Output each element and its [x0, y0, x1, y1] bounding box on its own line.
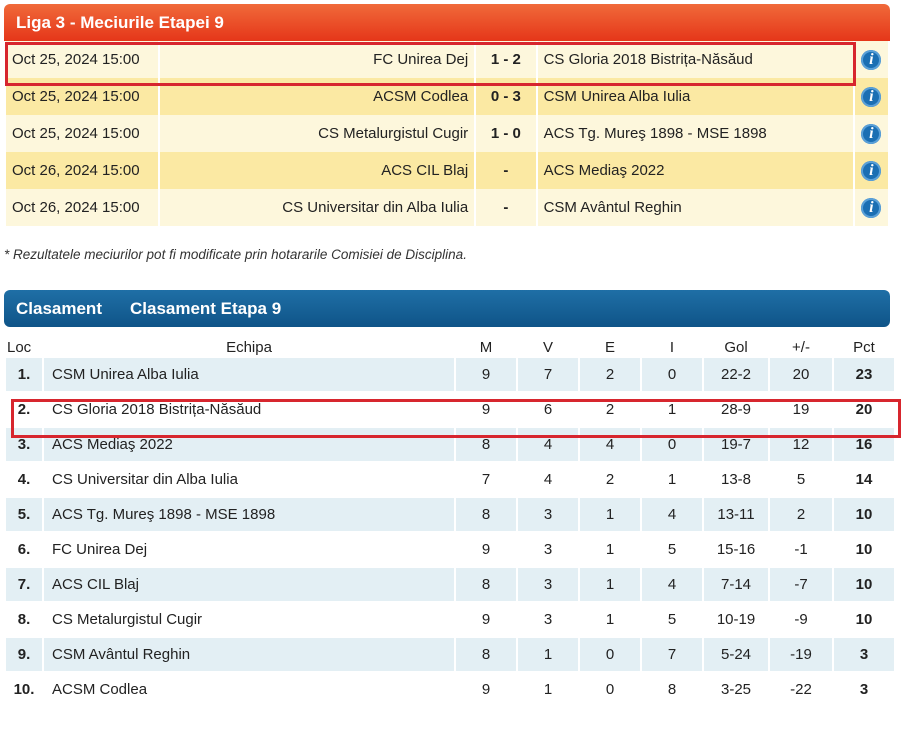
standings-loc: 10. [6, 673, 42, 708]
standings-i: 0 [642, 358, 702, 393]
standings-row [6, 393, 894, 428]
standings-v: 4 [518, 428, 578, 463]
standings-team: CSM Unirea Alba Iulia [44, 358, 454, 393]
standings-row [6, 428, 894, 463]
standings-e: 2 [580, 358, 640, 393]
match-date: Oct 26, 2024 15:00 [6, 152, 158, 189]
match-away-team: ACS Mediaş 2022 [538, 152, 853, 189]
standings-loc: 9. [6, 638, 42, 673]
match-info-cell [855, 41, 888, 78]
match-date: Oct 25, 2024 15:00 [6, 78, 158, 115]
match-score: 1 - 2 [476, 41, 535, 78]
match-info-cell [855, 189, 888, 226]
matches-title: Liga 3 - Meciurile Etapei 9 [16, 12, 224, 32]
standings-e: 1 [580, 533, 640, 568]
standings-i: 1 [642, 463, 702, 498]
match-info-cell [855, 152, 888, 189]
standings-pct: 20 [834, 393, 894, 428]
match-home-team: ACS CIL Blaj [160, 152, 474, 189]
standings-pct: 14 [834, 463, 894, 498]
standings-row [6, 533, 894, 568]
standings-diff: -1 [770, 533, 832, 568]
standings-diff: 20 [770, 358, 832, 393]
matches-header [4, 4, 890, 41]
standings-team: CS Metalurgistul Cugir [44, 603, 454, 638]
standings-i: 4 [642, 498, 702, 533]
standings-header [4, 290, 890, 327]
standings-pct: 10 [834, 568, 894, 603]
standings-loc: 7. [6, 568, 42, 603]
standings-e: 0 [580, 638, 640, 673]
standings-team: FC Unirea Dej [44, 533, 454, 568]
column-header-3: V [542, 338, 553, 356]
standings-diff: -9 [770, 603, 832, 638]
standings-pct: 23 [834, 358, 894, 393]
match-home-team: CS Universitar din Alba Iulia [160, 189, 474, 226]
standings-gol: 22-2 [704, 358, 768, 393]
standings-loc: 5. [6, 498, 42, 533]
match-row [6, 115, 888, 152]
standings-v: 1 [518, 638, 578, 673]
standings-row [6, 463, 894, 498]
standings-loc: 3. [6, 428, 42, 463]
standings-loc: 6. [6, 533, 42, 568]
info-icon[interactable]: i [861, 198, 881, 218]
standings-gol: 10-19 [704, 603, 768, 638]
standings-v: 3 [518, 533, 578, 568]
standings-loc: 4. [6, 463, 42, 498]
standings-m: 8 [456, 638, 516, 673]
standings-row [6, 638, 894, 673]
standings-team: CS Universitar din Alba Iulia [44, 463, 454, 498]
match-home-team: FC Unirea Dej [160, 41, 474, 78]
standings-e: 1 [580, 498, 640, 533]
match-date: Oct 26, 2024 15:00 [6, 189, 158, 226]
column-header-2: M [479, 338, 493, 356]
standings-diff: 2 [770, 498, 832, 533]
standings-e: 2 [580, 463, 640, 498]
column-header-7: +/- [792, 338, 810, 356]
match-home-team: CS Metalurgistul Cugir [160, 115, 474, 152]
standings-i: 5 [642, 533, 702, 568]
matches-table [4, 41, 890, 226]
standings-team: ACS Tg. Mureş 1898 - MSE 1898 [44, 498, 454, 533]
standings-v: 3 [518, 603, 578, 638]
standings-v: 6 [518, 393, 578, 428]
info-icon[interactable]: i [861, 50, 881, 70]
column-header-4: E [604, 338, 615, 356]
standings-table-wrap [4, 336, 890, 708]
standings-i: 0 [642, 428, 702, 463]
column-header-0: Loc [7, 338, 32, 356]
standings-v: 3 [518, 568, 578, 603]
column-header-1: Echipa [226, 338, 272, 356]
standings-diff: -19 [770, 638, 832, 673]
standings-team: ACS Mediaş 2022 [44, 428, 454, 463]
standings-pct: 3 [834, 638, 894, 673]
standings-diff: 12 [770, 428, 832, 463]
standings-row [6, 673, 894, 708]
standings-team: ACSM Codlea [44, 673, 454, 708]
match-score: 1 - 0 [476, 115, 535, 152]
standings-team: CSM Avântul Reghin [44, 638, 454, 673]
match-info-cell [855, 115, 888, 152]
standings-loc: 8. [6, 603, 42, 638]
standings-v: 3 [518, 498, 578, 533]
standings-m: 9 [456, 533, 516, 568]
match-date: Oct 25, 2024 15:00 [6, 115, 158, 152]
standings-i: 7 [642, 638, 702, 673]
tab-clasament-etapa[interactable]: Clasament Etapa 9 [129, 298, 282, 318]
match-away-team: ACS Tg. Mureş 1898 - MSE 1898 [538, 115, 853, 152]
standings-i: 8 [642, 673, 702, 708]
standings-team: CS Gloria 2018 Bistrița-Năsăud [44, 393, 454, 428]
standings-v: 1 [518, 673, 578, 708]
standings-v: 7 [518, 358, 578, 393]
standings-pct: 3 [834, 673, 894, 708]
matches-panel [4, 4, 890, 41]
info-icon[interactable]: i [861, 87, 881, 107]
standings-table [4, 336, 896, 708]
standings-panel [4, 290, 890, 327]
standings-gol: 5-24 [704, 638, 768, 673]
match-away-team: CSM Unirea Alba Iulia [538, 78, 853, 115]
standings-e: 4 [580, 428, 640, 463]
standings-m: 8 [456, 498, 516, 533]
match-home-team: ACSM Codlea [160, 78, 474, 115]
info-icon[interactable]: i [861, 124, 881, 144]
standings-gol: 15-16 [704, 533, 768, 568]
standings-diff: -7 [770, 568, 832, 603]
tab-clasament[interactable]: Clasament [16, 298, 102, 318]
standings-pct: 16 [834, 428, 894, 463]
match-row [6, 78, 888, 115]
standings-i: 4 [642, 568, 702, 603]
standings-m: 7 [456, 463, 516, 498]
column-header-8: Pct [853, 338, 875, 356]
standings-gol: 13-11 [704, 498, 768, 533]
standings-pct: 10 [834, 498, 894, 533]
standings-e: 1 [580, 568, 640, 603]
standings-diff: 19 [770, 393, 832, 428]
standings-row [6, 498, 894, 533]
match-score: 0 - 3 [476, 78, 535, 115]
match-date: Oct 25, 2024 15:00 [6, 41, 158, 78]
standings-pct: 10 [834, 603, 894, 638]
match-info-cell [855, 78, 888, 115]
standings-i: 1 [642, 393, 702, 428]
standings-row [6, 568, 894, 603]
standings-i: 5 [642, 603, 702, 638]
standings-m: 9 [456, 393, 516, 428]
standings-e: 1 [580, 603, 640, 638]
standings-loc: 2. [6, 393, 42, 428]
standings-m: 8 [456, 568, 516, 603]
match-away-team: CSM Avântul Reghin [538, 189, 853, 226]
standings-pct: 10 [834, 533, 894, 568]
match-score: - [476, 152, 535, 189]
standings-row [6, 358, 894, 393]
match-row [6, 152, 888, 189]
match-row [6, 41, 888, 78]
standings-gol: 19-7 [704, 428, 768, 463]
standings-gol: 7-14 [704, 568, 768, 603]
disciplinary-note: * Rezultatele meciurilor pot fi modificate prin hotararile Comisiei de Disciplina. [4, 247, 467, 262]
column-header-6: Gol [724, 338, 748, 356]
matches-table-wrap [4, 41, 890, 226]
standings-m: 8 [456, 428, 516, 463]
standings-team: ACS CIL Blaj [44, 568, 454, 603]
info-icon[interactable]: i [861, 161, 881, 181]
standings-gol: 28-9 [704, 393, 768, 428]
standings-gol: 13-8 [704, 463, 768, 498]
standings-diff: -22 [770, 673, 832, 708]
standings-diff: 5 [770, 463, 832, 498]
match-score: - [476, 189, 535, 226]
standings-m: 9 [456, 673, 516, 708]
standings-header-row [6, 336, 894, 358]
standings-v: 4 [518, 463, 578, 498]
standings-m: 9 [456, 603, 516, 638]
standings-e: 0 [580, 673, 640, 708]
match-row [6, 189, 888, 226]
standings-loc: 1. [6, 358, 42, 393]
standings-e: 2 [580, 393, 640, 428]
match-away-team: CS Gloria 2018 Bistrița-Năsăud [538, 41, 853, 78]
standings-gol: 3-25 [704, 673, 768, 708]
standings-m: 9 [456, 358, 516, 393]
standings-row [6, 603, 894, 638]
column-header-5: I [669, 338, 675, 356]
